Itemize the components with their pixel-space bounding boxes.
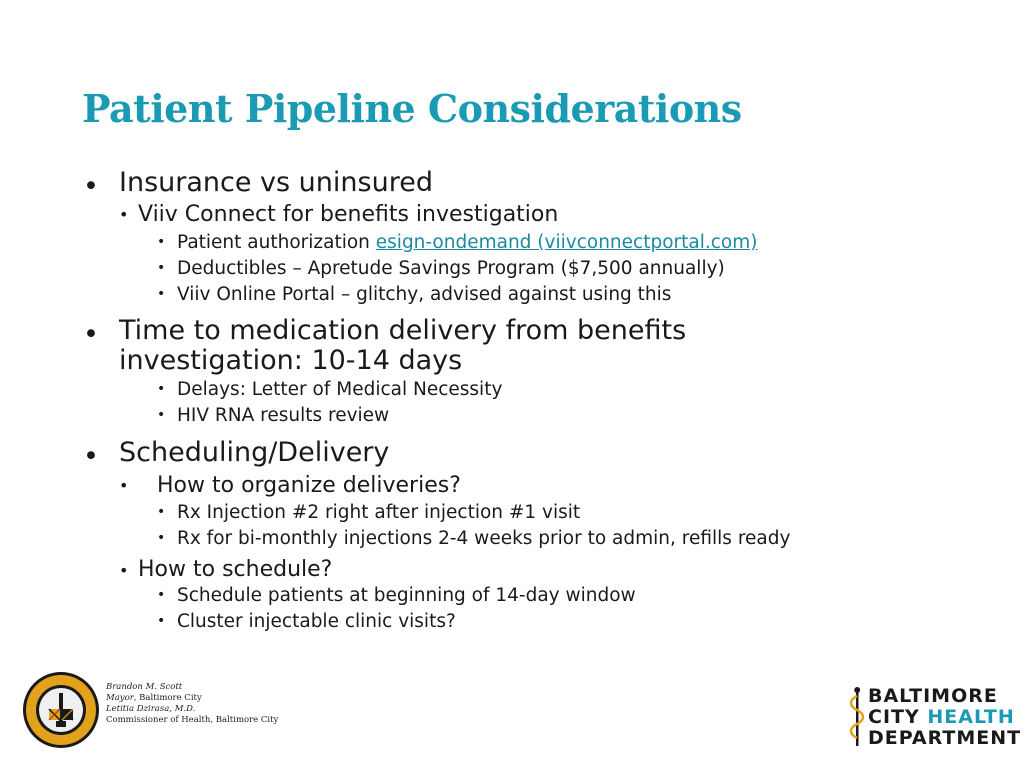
mayor-name: Brandon M. Scott (106, 682, 183, 692)
bullet-organize-deliveries: How to organize deliveries? (157, 473, 461, 498)
commissioner-title: Commissioner of Health, Baltimore City (106, 715, 279, 725)
bullet-marker: • (157, 234, 166, 250)
bchd-logo (848, 685, 1022, 749)
bullet-marker: • (157, 530, 166, 546)
bullet-insurance: Insurance vs uninsured (119, 167, 433, 198)
bullet-marker: • (119, 476, 129, 495)
bullet-deductibles: Deductibles – Apretude Savings Program ($7,500 annually) (177, 258, 725, 279)
patient-authorization-text: Patient authorization (177, 232, 376, 253)
bchd-wordmark (868, 686, 1021, 749)
logo-health: HEALTH (927, 706, 1015, 728)
bullet-hiv-rna: HIV RNA results review (177, 405, 390, 426)
bullet-delays: Delays: Letter of Medical Necessity (177, 379, 503, 400)
viivconnect-portal-link[interactable]: esign-ondemand (viivconnectportal.com) (375, 232, 758, 253)
city-seal-icon (22, 671, 100, 749)
bullet-marker: • (157, 286, 166, 302)
mayor-city: , Baltimore City (133, 693, 202, 703)
bullet-viiv-connect: Viiv Connect for benefits investigation (138, 202, 559, 227)
bullet-time-to-delivery-line1: Time to medication delivery from benefits (119, 315, 687, 346)
bullet-cluster-visits: Cluster injectable clinic visits? (177, 611, 456, 632)
logo-line-1: BALTIMORE (868, 685, 998, 707)
bullet-marker: • (157, 613, 166, 629)
bullet-viiv-online-portal: Viiv Online Portal – glitchy, advised against using this (177, 284, 672, 305)
bullet-rx-bimonthly: Rx for bi-monthly injections 2-4 weeks prior to admin, refills ready (177, 528, 791, 549)
bullet-marker: • (119, 561, 129, 580)
caduceus-icon (848, 686, 866, 748)
commissioner-name: Letitia Dzirasa, M.D. (106, 704, 196, 714)
credits-text (106, 682, 278, 726)
mayor-title: Mayor (106, 693, 134, 703)
logo-line-2 (868, 707, 1021, 728)
bullet-marker: • (157, 504, 166, 520)
logo-city: CITY (868, 706, 928, 728)
bullet-marker: • (157, 381, 166, 397)
bullet-scheduling-delivery: Scheduling/Delivery (119, 437, 390, 468)
bullet-time-to-delivery-line2: investigation: 10-14 days (119, 345, 463, 376)
bullet-marker: • (157, 587, 166, 603)
bullet-rx-injection-2: Rx Injection #2 right after injection #1 visit (177, 502, 581, 523)
bullet-marker: • (83, 171, 99, 202)
bullet-marker: • (157, 260, 166, 276)
bullet-how-to-schedule: How to schedule? (138, 557, 333, 582)
logo-line-3: DEPARTMENT (868, 727, 1022, 749)
bullet-marker: • (157, 407, 166, 423)
bullet-marker: • (83, 441, 99, 472)
slide-title: Patient Pipeline Considerations (82, 86, 742, 131)
bullet-marker: • (83, 319, 99, 350)
bullet-patient-authorization (177, 233, 757, 253)
bullet-schedule-patients: Schedule patients at beginning of 14-day window (177, 585, 636, 606)
bullet-marker: • (119, 205, 129, 224)
